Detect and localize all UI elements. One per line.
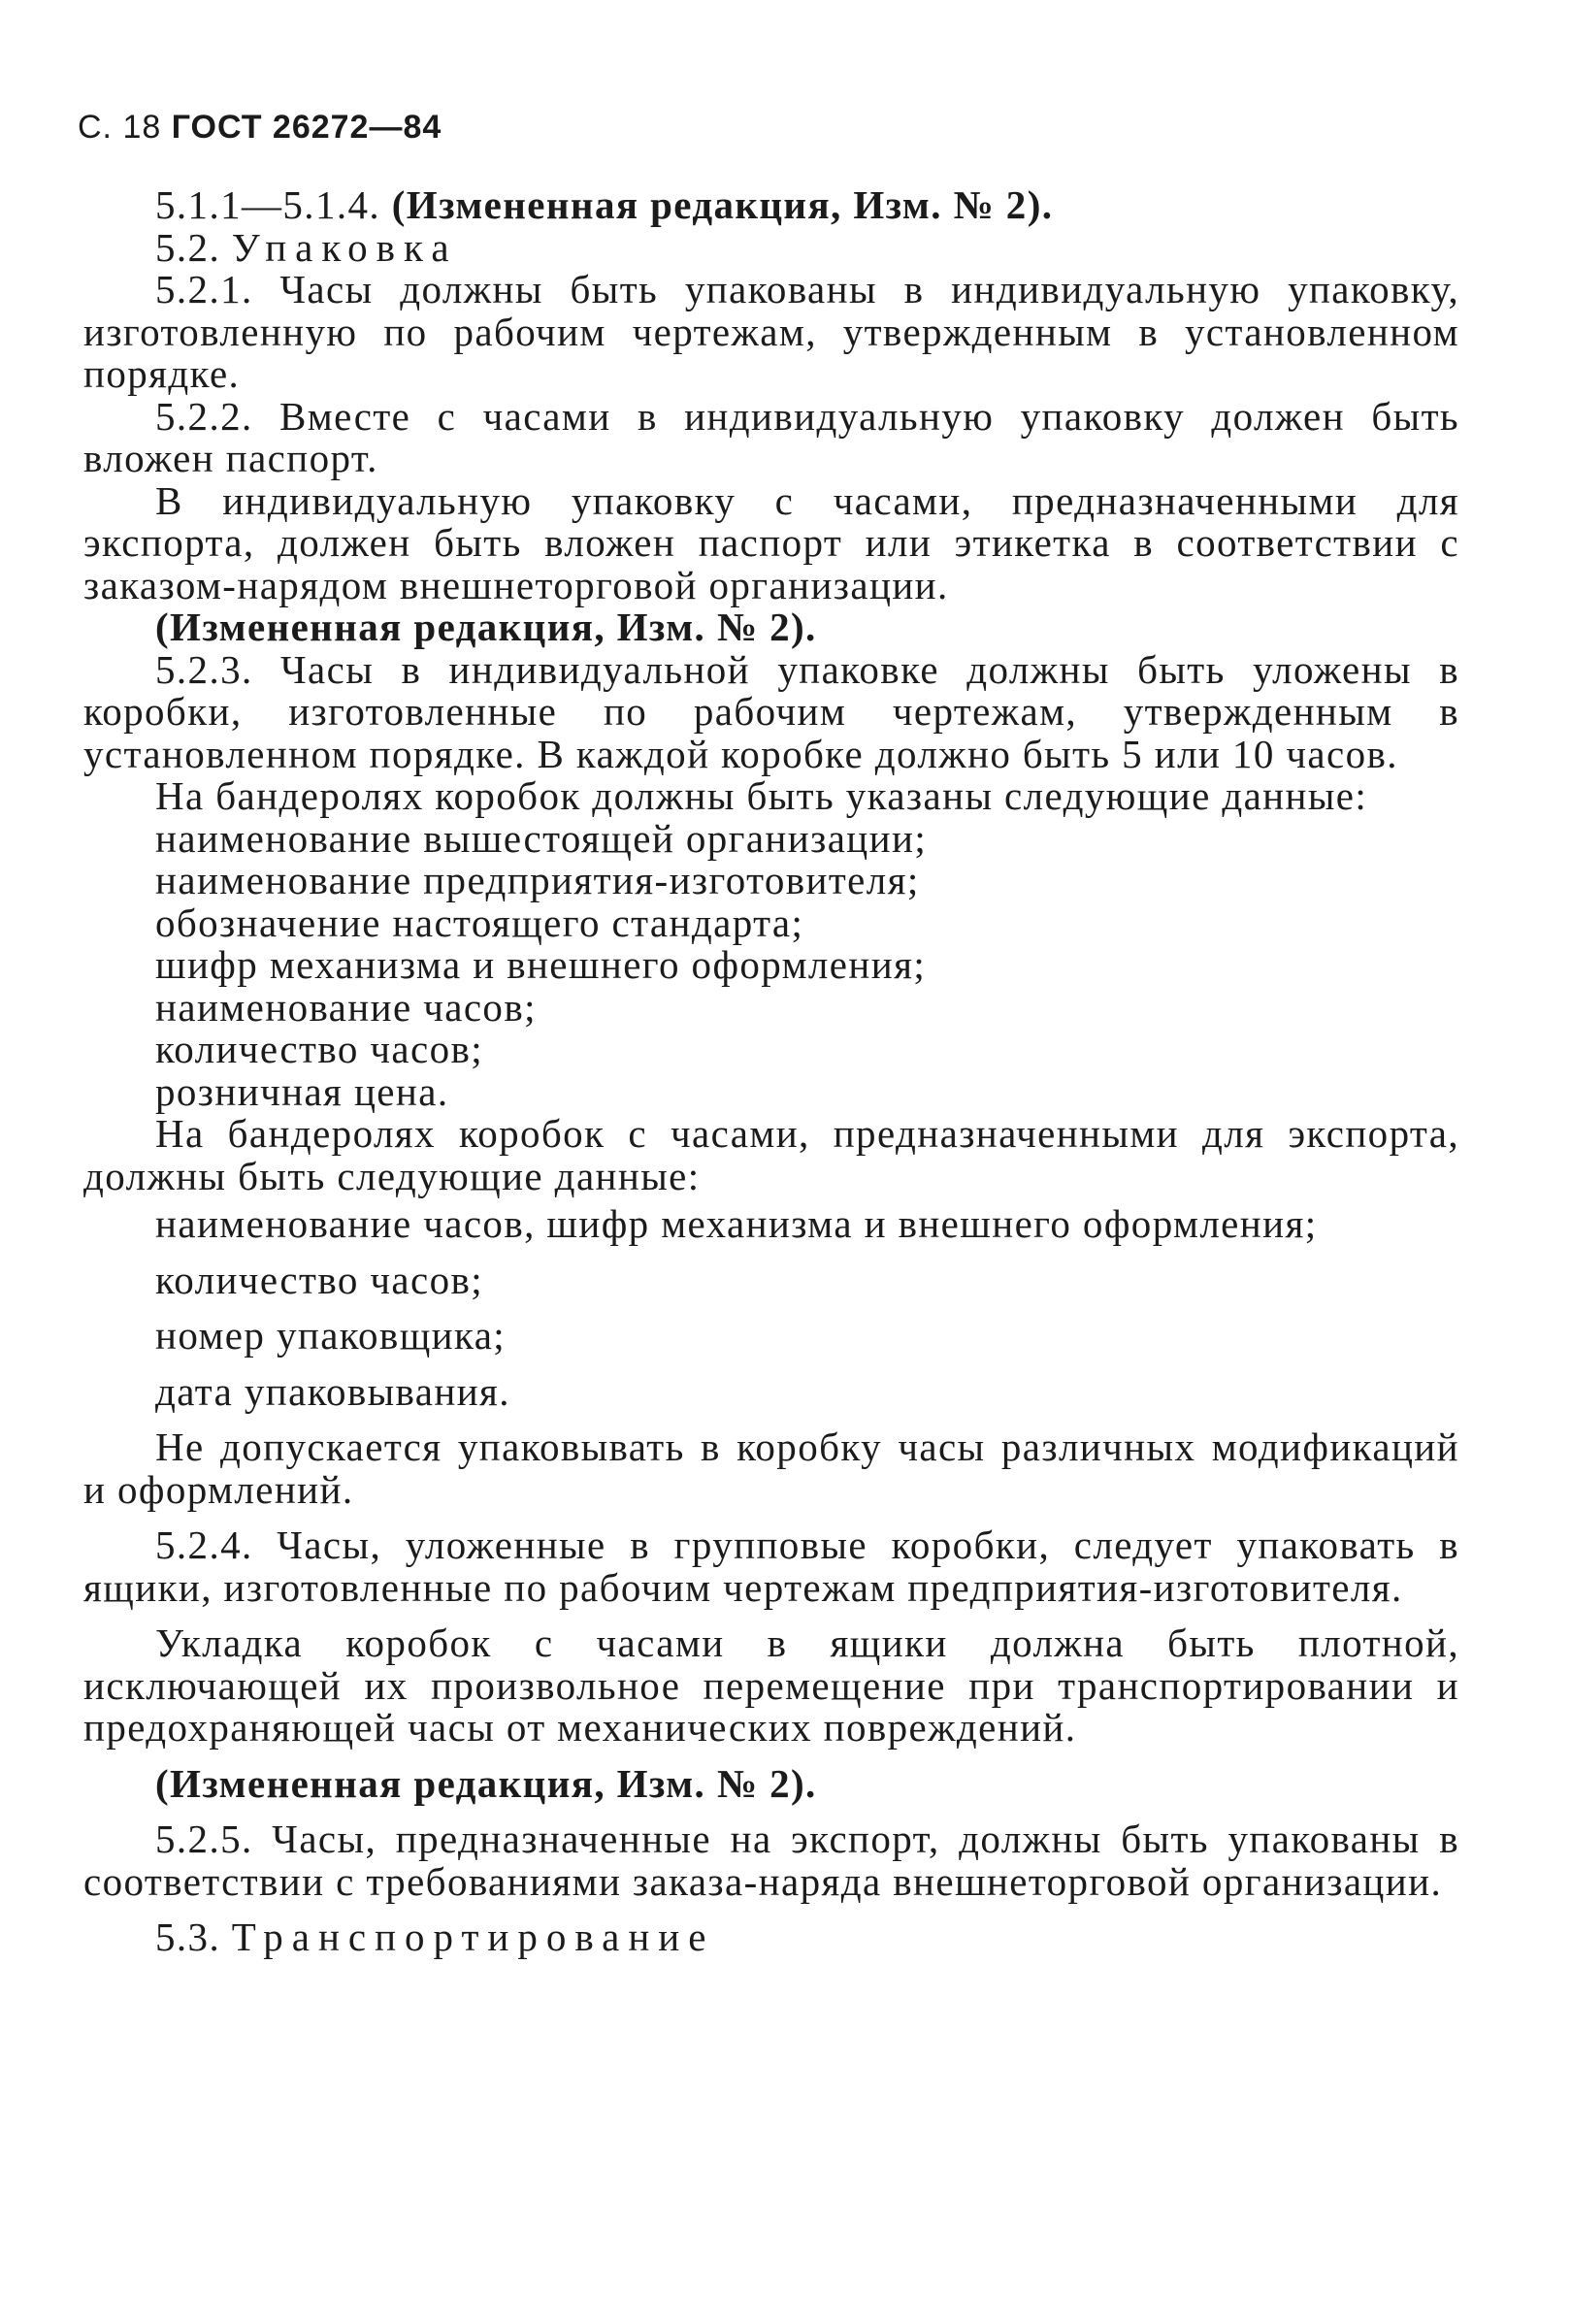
document-body [83,184,1459,1959]
paragraph-5-2-3: 5.2.3. Часы в индивидуальной упаковке должны быть уложены в коробки, изготовленные по рабочим чертежам, утвержденным в установленном порядке. В каждой коробке должно быть 5 или 10 часов. [83,646,1459,776]
list-item: дата упаковывания. [155,1368,510,1414]
list-item: наименование вышестоящей организации; [155,815,928,861]
paragraph-5-2-5: 5.2.5. Часы, предназначенные на экспорт, должны быть упакованы в соответствии с требованиями заказа-наряда внешнеторговой организации. [83,1817,1459,1904]
section-heading-5-3: 5.3. Транспортирование [155,1915,715,1959]
page-number: С. 18 [78,109,162,146]
list-item: шифр механизма и внешнего оформления; [155,942,927,987]
page-header [78,109,442,147]
amendment-note: (Измененная редакция, Изм. № 2). [155,605,817,649]
list-item: обозначение настоящего стандарта; [155,900,804,945]
section-heading-5-2: 5.2. Упаковка [155,224,458,270]
list-item: наименование часов; [155,984,537,1030]
paragraph-mixing-prohibited: Не допускается упаковывать в коробку часы различных модификаций и оформлений. [83,1424,1459,1512]
paragraph-5-2-2: 5.2.2. Вместе с часами в индивидуальную упаковку должен быть вложен паспорт. [83,393,1459,480]
paragraph-band-data-intro: На бандеролях коробок должны быть указаны следующие данные: [155,773,1368,818]
list-item: розничная цена. [155,1068,449,1114]
standard-designation: ГОСТ 26272—84 [171,109,442,146]
amendment-note: (Измененная редакция, Изм. № 2). [391,182,1054,227]
paragraph-5-1-1-5-1-4: 5.1.1—5.1.4. (Измененная редакция, Изм. № 2). [155,182,1054,227]
paragraph-export-passport: В индивидуальную упаковку с часами, предназначенными для экспорта, должен быть вложен паспорт или этикетка в соответствии с заказом-нарядом внешнеторговой организации. [83,477,1459,607]
list-item: наименование предприятия-изготовителя; [155,858,920,902]
paragraph-export-band-intro: На бандеролях коробок с часами, предназначенными для экспорта, должны быть следующие данные: [83,1111,1459,1198]
paragraph-5-2-1: 5.2.1. Часы должны быть упакованы в индивидуальную упаковку, изготовленную по рабочим чертежам, утвержденным в установленном порядке. [83,267,1459,396]
section-title-packaging: Упаковка [231,224,458,270]
section-title-transportation: Транспортирование [231,1915,715,1959]
list-item: количество часов; [155,1027,484,1071]
list-item: наименование часов, шифр механизма и внешнего оформления; [155,1201,1318,1246]
paragraph-box-stacking: Укладка коробок с часами в ящики должна быть плотной, исключающей их произвольное перемещение при транспортировании и предохраняющей часы от механических повреждений. [83,1620,1459,1750]
list-item: номер упаковщика; [155,1313,507,1358]
paragraph-5-2-4: 5.2.4. Часы, уложенные в групповые коробки, следует упаковать в ящики, изготовленные по рабочим чертежам предприятия-изготовителя. [83,1522,1459,1610]
list-item: количество часов; [155,1257,484,1302]
amendment-note: (Измененная редакция, Изм. № 2). [155,1760,817,1806]
